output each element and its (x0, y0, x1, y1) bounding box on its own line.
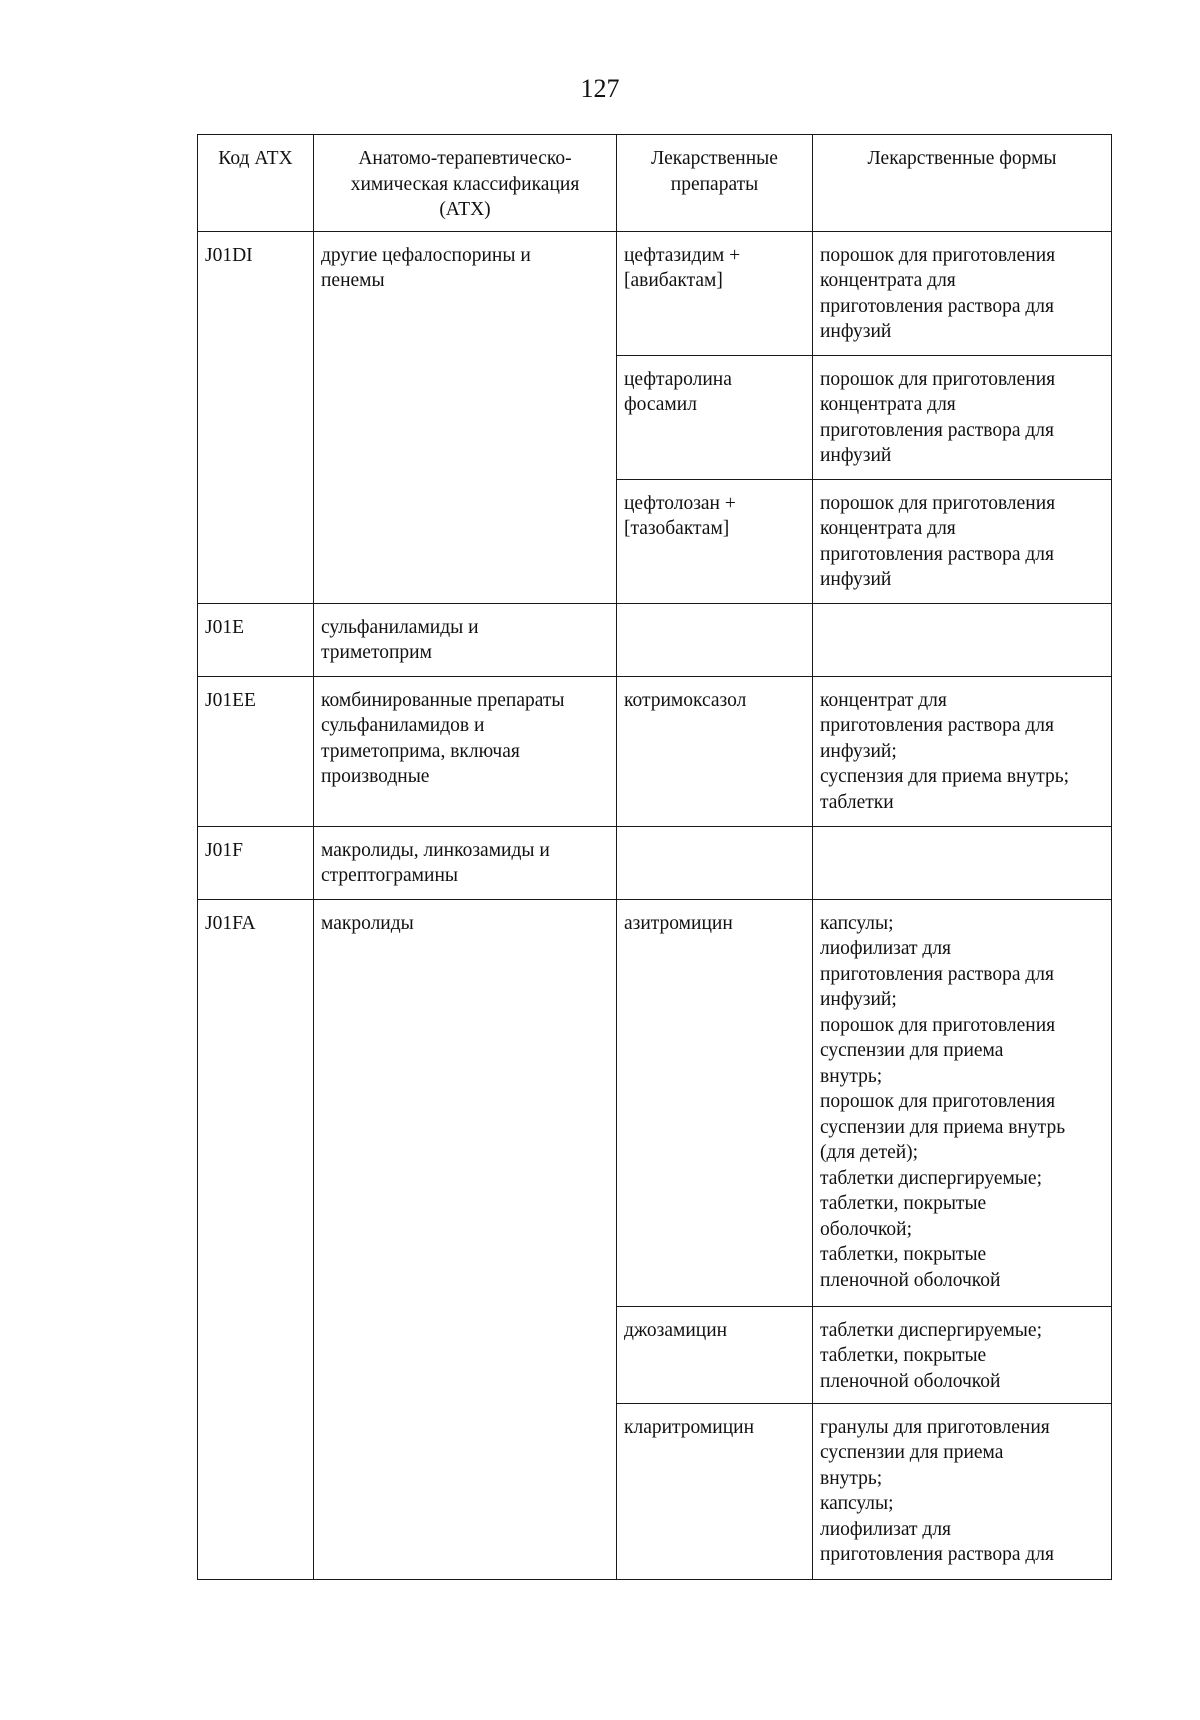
forms-cell: порошок для приготовления концентрата для приготовления раствора для инфузий (813, 355, 1112, 479)
classification-cell: комбинированные препараты сульфаниламидов и триметоприма, включая производные (314, 676, 617, 826)
table-row (198, 826, 1112, 899)
atx-code-cell: J01EE (198, 676, 314, 826)
forms-cell (813, 826, 1112, 899)
table-header-row (198, 135, 1112, 232)
forms-cell: порошок для приготовления концентрата для приготовления раствора для инфузий (813, 479, 1112, 603)
atx-code-cell: J01E (198, 603, 314, 676)
atx-code-cell: J01DI (198, 231, 314, 603)
drug-cell: кларитромицин (617, 1403, 813, 1579)
table-row (198, 676, 1112, 826)
drug-cell: азитромицин (617, 899, 813, 1306)
atx-code-cell: J01FA (198, 899, 314, 1579)
table-body (198, 231, 1112, 1579)
drug-cell: джозамицин (617, 1306, 813, 1403)
drug-cell: цефтолозан + [тазобактам] (617, 479, 813, 603)
page-number: 127 (580, 74, 620, 103)
header-forms: Лекарственные формы (813, 135, 1112, 232)
drug-cell (617, 603, 813, 676)
header-drugs: Лекарственные препараты (617, 135, 813, 232)
table-row (198, 603, 1112, 676)
drug-cell: цефтаролина фосамил (617, 355, 813, 479)
forms-cell: капсулы; лиофилизат для приготовления раствора для инфузий; порошок для приготовления суспензии для приема внутрь; порошок для приготовления суспензии для приема внутрь (для детей); таблетки диспергируемые; таблетки, покрытые оболочкой; таблетки, покрытые пленочной оболочкой (813, 899, 1112, 1306)
forms-cell: концентрат для приготовления раствора для инфузий; суспензия для приема внутрь; таблетки (813, 676, 1112, 826)
atx-table (197, 134, 1112, 1580)
classification-cell: сульфаниламиды и триметоприм (314, 603, 617, 676)
classification-cell: макролиды, линкозамиды и стрептограмины (314, 826, 617, 899)
forms-cell (813, 603, 1112, 676)
drug-cell: цефтазидим + [авибактам] (617, 231, 813, 355)
header-classification: Анатомо-терапевтическо- химическая классификация (АТХ) (314, 135, 617, 232)
forms-cell: гранулы для приготовления суспензии для приема внутрь; капсулы; лиофилизат для приготовления раствора для (813, 1403, 1112, 1579)
classification-cell: макролиды (314, 899, 617, 1579)
drug-cell (617, 826, 813, 899)
classification-cell: другие цефалоспорины и пенемы (314, 231, 617, 603)
header-code: Код АТХ (198, 135, 314, 232)
forms-cell: таблетки диспергируемые; таблетки, покрытые пленочной оболочкой (813, 1306, 1112, 1403)
drug-cell: котримоксазол (617, 676, 813, 826)
table-row (198, 231, 1112, 355)
table-row (198, 899, 1112, 1306)
forms-cell: порошок для приготовления концентрата для приготовления раствора для инфузий (813, 231, 1112, 355)
atx-code-cell: J01F (198, 826, 314, 899)
